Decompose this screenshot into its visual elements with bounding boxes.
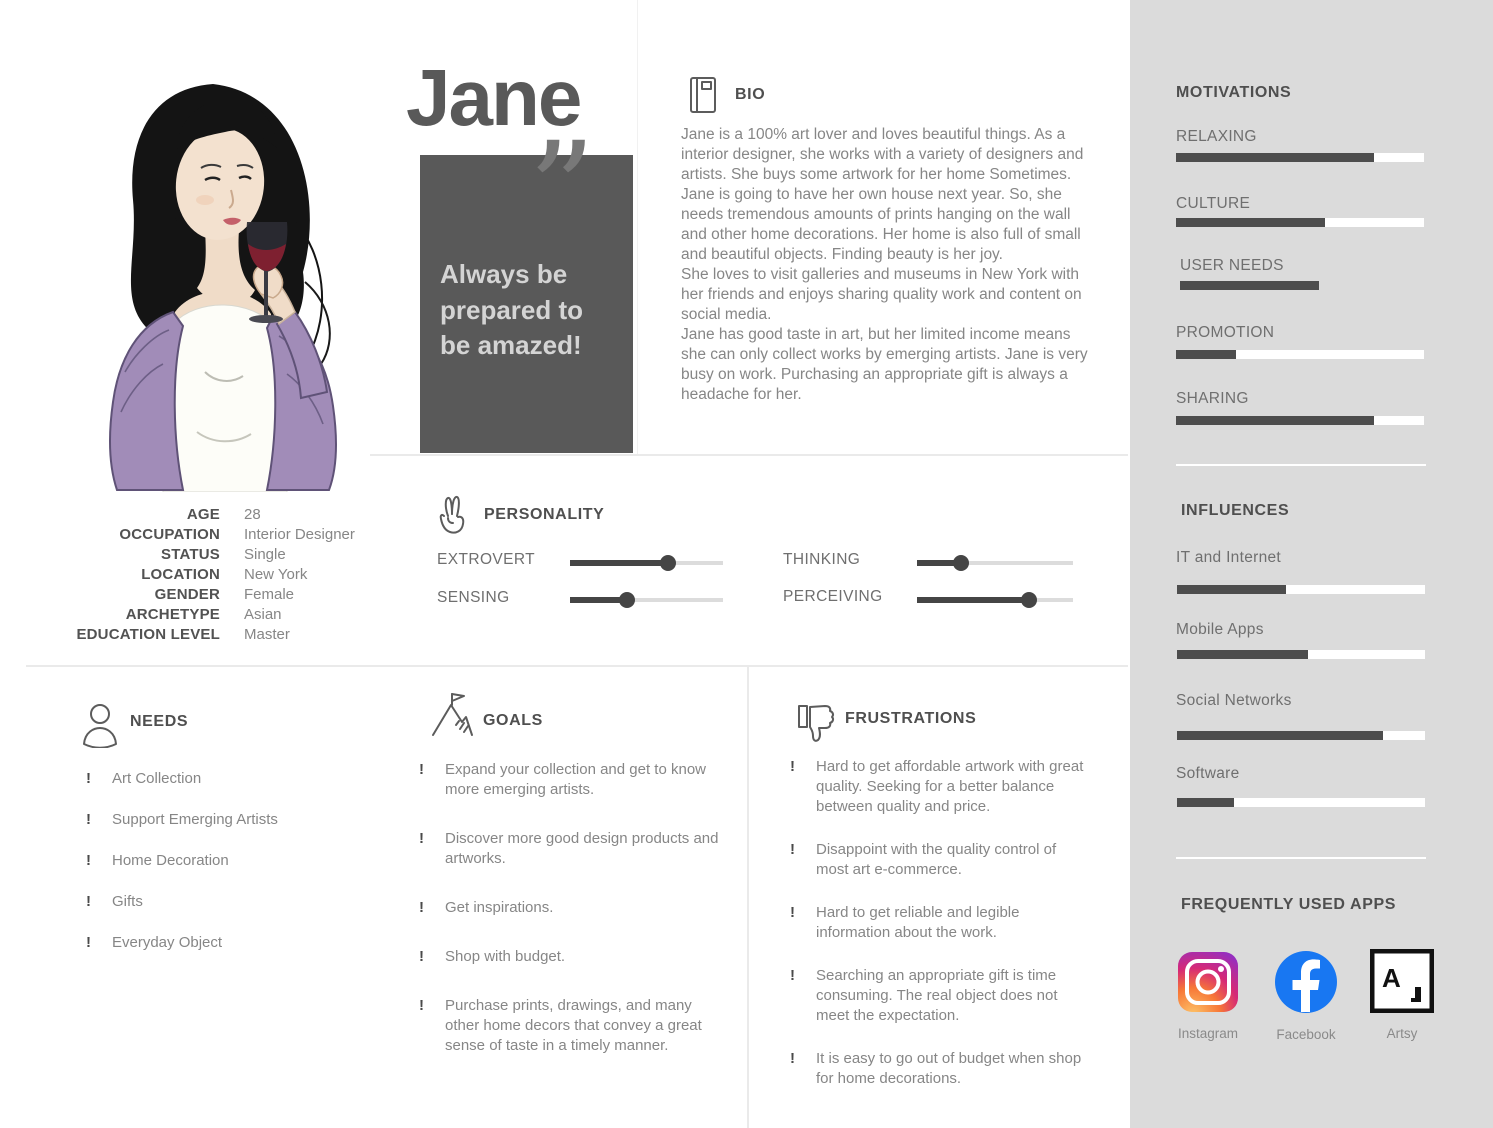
slider-knob [1021, 592, 1037, 608]
bar-label-it-internet: IT and Internet [1176, 549, 1282, 566]
demo-row: EDUCATION LEVEL Master [76, 626, 290, 643]
slider-thinking [917, 555, 1073, 571]
frustrations-title: FRUSTRATIONS [845, 710, 977, 727]
app-instagram [1172, 951, 1244, 1041]
bar-fill [1176, 350, 1236, 359]
instagram-icon [1177, 951, 1239, 1013]
demo-row: ARCHETYPE Asian [125, 606, 282, 623]
bar-it-internet [1177, 585, 1425, 594]
bar-relaxing [1176, 153, 1424, 162]
bar-label-promotion: PROMOTION [1176, 324, 1275, 341]
apps-title: FREQUENTLY USED APPS [1181, 896, 1397, 913]
motivations-title: MOTIVATIONS [1176, 84, 1292, 101]
bar-label-user-needs: USER NEEDS [1180, 257, 1284, 274]
quote-box [420, 114, 633, 453]
slider-label-perceiving: PERCEIVING [783, 588, 883, 605]
quote-mark-icon: ” [528, 114, 596, 268]
bar-fill [1176, 153, 1374, 162]
list-item: ! Support Emerging Artists [86, 811, 278, 828]
list-item: ! It is easy to go out of budget when shop for home decorations. [790, 1050, 1082, 1087]
list-item: ! Disappoint with the quality control of most art e-commerce. [790, 841, 1057, 878]
divider-horizontal-top [370, 454, 1128, 456]
app-label: Instagram [1177, 1026, 1239, 1041]
slider-knob [953, 555, 969, 571]
divider-vertical-bottom [747, 665, 749, 1128]
goals-list [419, 760, 727, 1085]
sidebar-divider [1176, 857, 1426, 859]
bio-paragraph: Jane is a 100% art lover and loves beautiful things. As a interior designer, she works with a variety of designers and artists. She buys some artwork for her home Sometimes. Jane is going to have her own house next year. So, she needs tremendous amounts of prints hanging on the wall and other home decorations. Her home is also full of small and beautiful objects. Finding beauty is her joy. [681, 126, 1084, 263]
mountain-flag-icon [430, 692, 474, 738]
personality-title: PERSONALITY [484, 506, 605, 523]
thumbs-down-icon [797, 703, 839, 743]
needs-list [86, 769, 386, 974]
slider-fill [917, 597, 1029, 603]
demo-row: LOCATION New York [141, 566, 308, 583]
artsy-icon [1370, 949, 1434, 1013]
bio-paragraph: Jane has good taste in art, but her limited income means she can only collect works by emerging artists. Jane is very busy on work. Purchasing an appropriate gift is always a headache for her. [681, 326, 1088, 403]
list-item: ! Home Decoration [86, 852, 229, 869]
bar-culture [1176, 218, 1424, 227]
bar-fill [1177, 731, 1383, 740]
bar-user-needs [1180, 281, 1428, 290]
bar-fill [1176, 218, 1325, 227]
slider-fill [570, 560, 668, 566]
list-item: ! Art Collection [86, 770, 202, 787]
list-item: ! Hard to get reliable and legible information about the work. [790, 904, 1020, 941]
divider-vertical-top [637, 0, 638, 454]
peace-hand-icon [436, 494, 470, 536]
bar-mobile-apps [1177, 650, 1425, 659]
bar-software [1177, 798, 1425, 807]
slider-perceiving [917, 592, 1073, 608]
list-item: ! Expand your collection and get to know more emerging artists. [419, 761, 706, 798]
demo-row: GENDER Female [154, 586, 295, 603]
app-artsy [1366, 949, 1438, 1041]
persona-name: Jane [406, 53, 581, 142]
svg-text:A: A [1382, 963, 1401, 993]
bar-label-social-networks: Social Networks [1176, 692, 1292, 709]
app-facebook [1270, 950, 1342, 1042]
demo-row: STATUS Single [161, 546, 286, 563]
demo-row: AGE 28 [186, 506, 261, 523]
list-item: ! Get inspirations. [419, 899, 554, 916]
app-label: Artsy [1386, 1026, 1418, 1041]
influences-title: INFLUENCES [1181, 502, 1290, 519]
demographics [0, 505, 380, 645]
facebook-icon [1274, 950, 1338, 1014]
bio-paragraph: She loves to visit galleries and museums in New York with her friends and enjoys sharing quality work and content on social media. [681, 266, 1082, 323]
sidebar-divider [1176, 464, 1426, 466]
bio-title: BIO [735, 86, 766, 103]
bio-text [681, 125, 1095, 405]
demo-row: OCCUPATION Interior Designer [119, 526, 355, 543]
list-item: ! Shop with budget. [419, 948, 566, 965]
goals-title: GOALS [483, 712, 543, 729]
bar-fill [1177, 650, 1308, 659]
persona-quote: Always be prepared to be amazed! [440, 259, 584, 361]
list-item: ! Discover more good design products and artworks. [419, 830, 719, 867]
bar-fill [1176, 416, 1374, 425]
slider-sensing [570, 592, 723, 608]
app-label: Facebook [1276, 1027, 1336, 1042]
divider-horizontal-middle [26, 665, 1128, 667]
bar-promotion [1176, 350, 1424, 359]
list-item: ! Gifts [86, 893, 143, 910]
frustrations-list [790, 757, 1090, 1112]
slider-extrovert [570, 555, 723, 571]
slider-label-sensing: SENSING [437, 589, 510, 606]
book-icon [688, 76, 718, 114]
bar-label-software: Software [1176, 765, 1240, 782]
list-item: ! Hard to get affordable artwork with great quality. Seeking for a better balance between quality and price. [790, 758, 1084, 815]
persona-portrait [55, 72, 395, 492]
slider-knob [619, 592, 635, 608]
needs-title: NEEDS [130, 713, 189, 730]
slider-knob [660, 555, 676, 571]
bar-fill [1177, 798, 1234, 807]
list-item: ! Purchase prints, drawings, and many other home decors that convey a great sense of taste in a timely manner. [419, 997, 702, 1054]
bar-fill [1180, 281, 1319, 290]
bar-sharing [1176, 416, 1424, 425]
bar-label-culture: CULTURE [1176, 195, 1251, 212]
slider-label-extrovert: EXTROVERT [437, 551, 536, 568]
bar-label-mobile-apps: Mobile Apps [1176, 621, 1264, 638]
bar-label-sharing: SHARING [1176, 390, 1249, 407]
list-item: ! Searching an appropriate gift is time consuming. The real object does not meet the expectation. [790, 967, 1058, 1024]
list-item: ! Everyday Object [86, 934, 223, 951]
person-icon [80, 702, 120, 748]
slider-label-thinking: THINKING [783, 551, 861, 568]
bar-fill [1177, 585, 1286, 594]
bar-label-relaxing: RELAXING [1176, 128, 1257, 145]
bar-social-networks [1177, 731, 1425, 740]
